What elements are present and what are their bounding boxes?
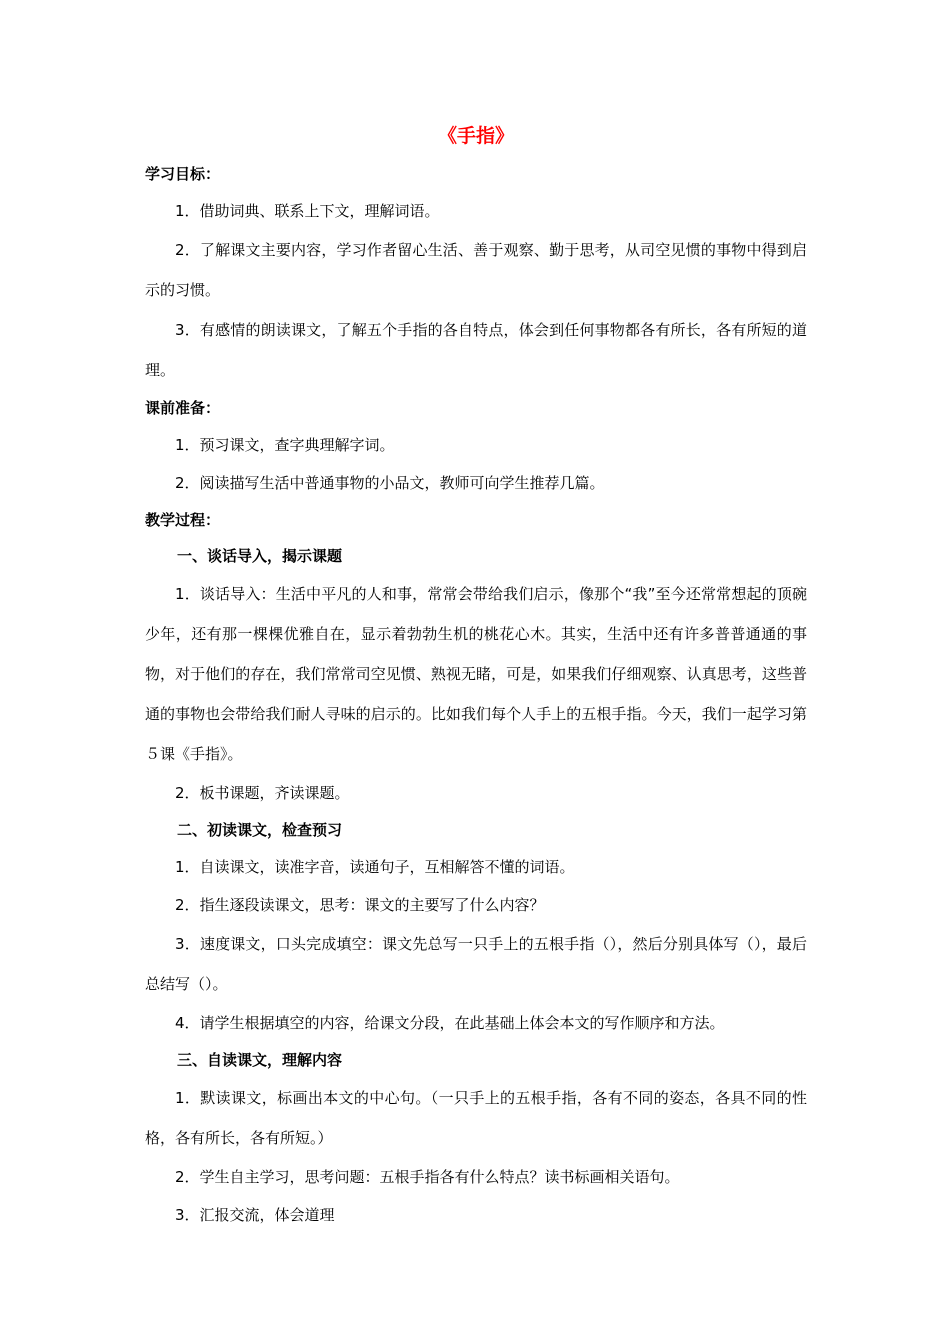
objective-item-3: 3．有感情的朗读课文，了解五个手指的各自特点，体会到任何事物都各有所长，各有所短的道理。	[145, 321, 807, 379]
process-part-1-item-1: 1．谈话导入：生活中平凡的人和事，常常会带给我们启示，像那个“我”至今还常常想起的顶碗少年，还有那一棵棵优雅自在，显示着勃勃生机的桃花心木。其实，生活中还有许多普普通通的事物，对于他们的存在，我们常常司空见惯、熟视无睹，可是，如果我们仔细观察、认真思考，这些普通的事物也会带给我们耐人寻味的启示的。比如我们每个人手上的五根手指。今天，我们一起学习第５课《手指》。	[145, 585, 807, 763]
document-title: 《手指》	[437, 125, 514, 147]
document-page	[145, 118, 807, 1234]
process-part-2-item-4: 4．请学生根据填空的内容，给课文分段，在此基础上体会本文的写作顺序和方法。	[175, 1014, 725, 1032]
preparation-item-2: 2．阅读描写生活中普通事物的小品文，教师可向学生推荐几篇。	[175, 474, 605, 492]
section-heading-objectives: 学习目标：	[145, 165, 221, 183]
section-heading-preparation: 课前准备：	[145, 399, 221, 417]
section-heading-process: 教学过程：	[145, 511, 221, 529]
process-part-3-item-3: 3．汇报交流，体会道理	[175, 1206, 335, 1224]
process-part-1-item-2: 2．板书课题，齐读课题。	[175, 784, 350, 802]
process-part-2-item-1: 1．自读课文，读准字音，读通句子，互相解答不懂的词语。	[175, 858, 575, 876]
process-part-3-item-2: 2．学生自主学习，思考问题：五根手指各有什么特点？读书标画相关语句。	[175, 1168, 680, 1186]
process-part-1-heading: 一、谈话导入，揭示课题	[177, 547, 343, 565]
objective-item-1: 1．借助词典、联系上下文，理解词语。	[175, 202, 440, 220]
process-part-2-item-3: 3．速度课文，口头完成填空：课文先总写一只手上的五根手指（），然后分别具体写（），最后总结写（）。	[145, 935, 807, 993]
preparation-item-1: 1．预习课文，查字典理解字词。	[175, 436, 395, 454]
process-part-2-heading: 二、初读课文，检查预习	[177, 821, 343, 839]
objective-item-2: 2．了解课文主要内容，学习作者留心生活、善于观察、勤于思考，从司空见惯的事物中得到启示的习惯。	[145, 241, 807, 299]
process-part-2-item-2: 2．指生逐段读课文，思考：课文的主要写了什么内容？	[175, 896, 545, 914]
process-part-3-heading: 三、自读课文，理解内容	[177, 1051, 343, 1069]
process-part-3-item-1: 1．默读课文，标画出本文的中心句。（一只手上的五根手指，各有不同的姿态，各具不同的性格，各有所长，各有所短。）	[145, 1089, 807, 1147]
